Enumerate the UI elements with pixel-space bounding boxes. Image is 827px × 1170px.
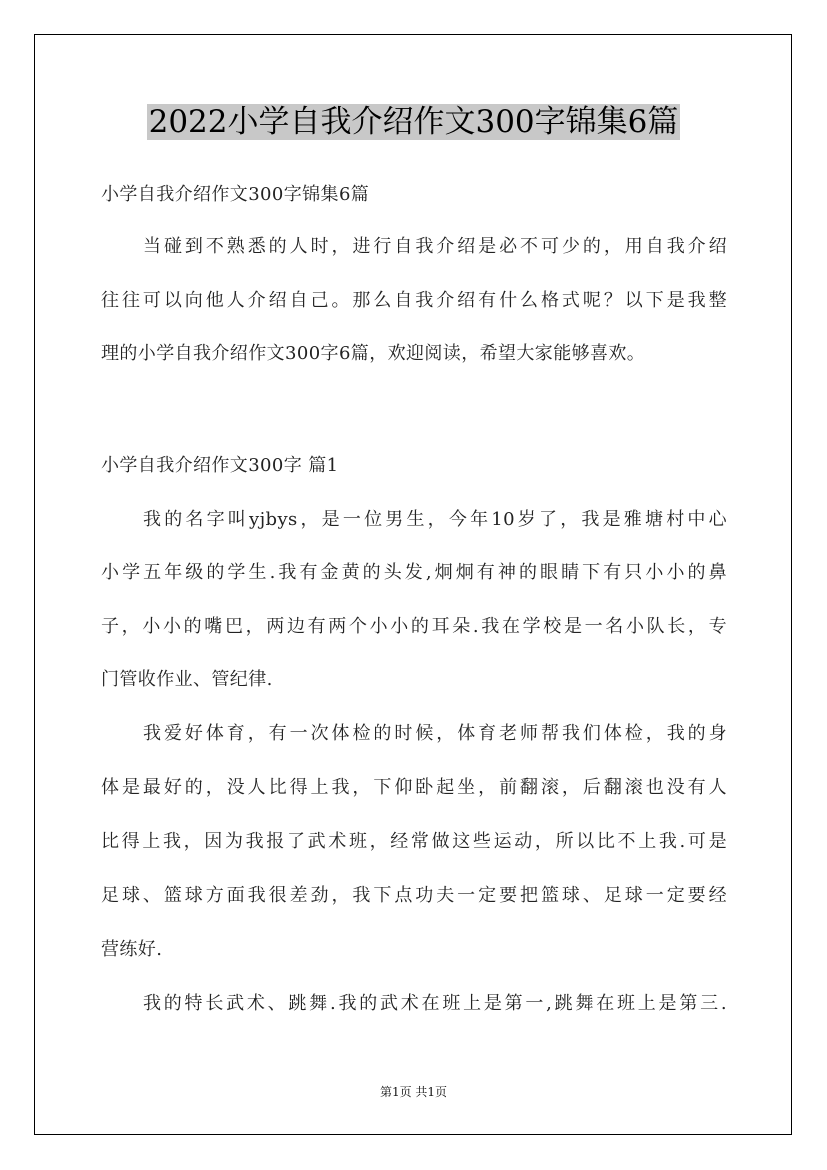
document-title: 2022小学自我介绍作文300字锦集6篇 — [148, 104, 679, 140]
intro-line-2: 往往可以向他人介绍自己。那么自我介绍有什么格式呢？以下是我整 — [101, 290, 727, 311]
page-footer: 第1页 共1页 — [379, 1085, 448, 1099]
paragraph-line: 足球、篮球方面我很差劲，我下点功夫一定要把篮球、足球一定要经 — [101, 885, 727, 906]
paragraph-line: 营练好. — [101, 939, 163, 960]
paragraph-line: 比得上我，因为我报了武术班，经常做这些运动，所以比不上我.可是 — [101, 831, 727, 852]
intro-line-1: 当碰到不熟悉的人时，进行自我介绍是必不可少的，用自我介绍 — [143, 236, 727, 257]
paragraph-line: 子，小小的嘴巴，两边有两个小小的耳朵.我在学校是一名小队长，专 — [101, 616, 727, 637]
intro-line-3: 理的小学自我介绍作文300字6篇，欢迎阅读，希望大家能够喜欢。 — [101, 343, 646, 364]
paragraph-line: 体是最好的，没人比得上我，下仰卧起坐，前翻滚，后翻滚也没有人 — [101, 777, 727, 798]
paragraph-line: 我爱好体育，有一次体检的时候，体育老师帮我们体检，我的身 — [143, 723, 727, 744]
paragraph-line: 我的名字叫yjbys，是一位男生，今年10岁了，我是雅塘村中心 — [143, 509, 727, 530]
subtitle: 小学自我介绍作文300字锦集6篇 — [101, 184, 370, 205]
paragraph-line: 我的特长武术、跳舞.我的武术在班上是第一,跳舞在班上是第三. — [143, 993, 727, 1014]
paragraph-line: 小学五年级的学生.我有金黄的头发,炯炯有神的眼睛下有只小小的鼻 — [101, 562, 727, 583]
section-heading: 小学自我介绍作文300字 篇1 — [101, 455, 339, 476]
paragraph-line: 门管收作业、管纪律. — [101, 669, 273, 690]
